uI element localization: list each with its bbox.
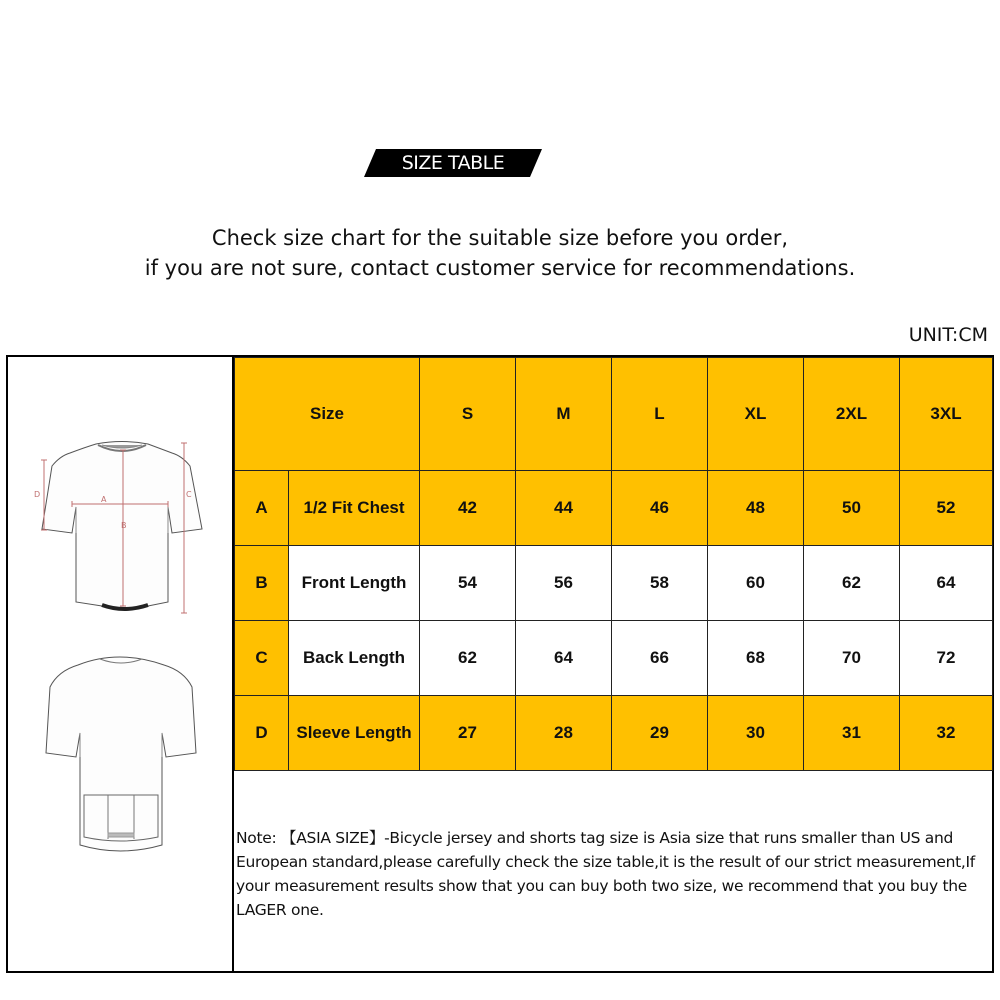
value-cell: 29 bbox=[612, 696, 708, 771]
size-header-cell: Size bbox=[235, 358, 420, 471]
size-column-header: XL bbox=[708, 358, 804, 471]
size-column-header: 3XL bbox=[900, 358, 993, 471]
value-cell: 50 bbox=[804, 471, 900, 546]
value-cell: 72 bbox=[900, 621, 993, 696]
table-row bbox=[235, 546, 993, 621]
measure-code-cell: B bbox=[235, 546, 289, 621]
value-cell: 31 bbox=[804, 696, 900, 771]
value-cell: 56 bbox=[516, 546, 612, 621]
measure-label-cell: 1/2 Fit Chest bbox=[289, 471, 420, 546]
measure-label-cell: Sleeve Length bbox=[289, 696, 420, 771]
measure-code-cell: C bbox=[235, 621, 289, 696]
value-cell: 32 bbox=[900, 696, 993, 771]
value-cell: 64 bbox=[516, 621, 612, 696]
size-column-header: L bbox=[612, 358, 708, 471]
value-cell: 44 bbox=[516, 471, 612, 546]
size-table bbox=[234, 357, 993, 771]
measure-label-cell: Front Length bbox=[289, 546, 420, 621]
table-row bbox=[235, 471, 993, 546]
size-note: Note: 【ASIA SIZE】-Bicycle jersey and shorts tag size is Asia size that runs smaller than US and European standard,please carefully check the size table,it is the result of our strict measurement,If your measurement results show that you can buy both two size, we recommend that you buy the LAGER one. bbox=[236, 829, 975, 919]
label-b: B bbox=[121, 521, 127, 530]
value-cell: 70 bbox=[804, 621, 900, 696]
subtitle-line-1: Check size chart for the suitable size before you order, bbox=[211, 226, 789, 250]
table-row bbox=[235, 621, 993, 696]
value-cell: 60 bbox=[708, 546, 804, 621]
value-cell: 52 bbox=[900, 471, 993, 546]
value-cell: 64 bbox=[900, 546, 993, 621]
value-cell: 30 bbox=[708, 696, 804, 771]
page-title: SIZE TABLE bbox=[401, 152, 505, 174]
value-cell: 27 bbox=[420, 696, 516, 771]
unit-label: UNIT:CM bbox=[908, 324, 988, 346]
value-cell: 58 bbox=[612, 546, 708, 621]
table-header-row bbox=[235, 358, 993, 471]
table-row bbox=[235, 696, 993, 771]
measure-code-cell: A bbox=[235, 471, 289, 546]
value-cell: 66 bbox=[612, 621, 708, 696]
size-column-header: S bbox=[420, 358, 516, 471]
size-column-header: M bbox=[516, 358, 612, 471]
value-cell: 54 bbox=[420, 546, 516, 621]
value-cell: 28 bbox=[516, 696, 612, 771]
jersey-diagram bbox=[8, 357, 232, 971]
value-cell: 62 bbox=[804, 546, 900, 621]
measure-code-cell: D bbox=[235, 696, 289, 771]
value-cell: 68 bbox=[708, 621, 804, 696]
subtitle-line-2: if you are not sure, contact customer service for recommendations. bbox=[144, 256, 856, 280]
value-cell: 46 bbox=[612, 471, 708, 546]
title-banner bbox=[364, 149, 542, 177]
label-a: A bbox=[101, 495, 107, 504]
size-column-header: 2XL bbox=[804, 358, 900, 471]
value-cell: 42 bbox=[420, 471, 516, 546]
label-d: D bbox=[34, 490, 41, 499]
jersey-back-diagram-icon bbox=[46, 657, 196, 851]
label-c: C bbox=[186, 490, 192, 499]
value-cell: 62 bbox=[420, 621, 516, 696]
measure-label-cell: Back Length bbox=[289, 621, 420, 696]
value-cell: 48 bbox=[708, 471, 804, 546]
